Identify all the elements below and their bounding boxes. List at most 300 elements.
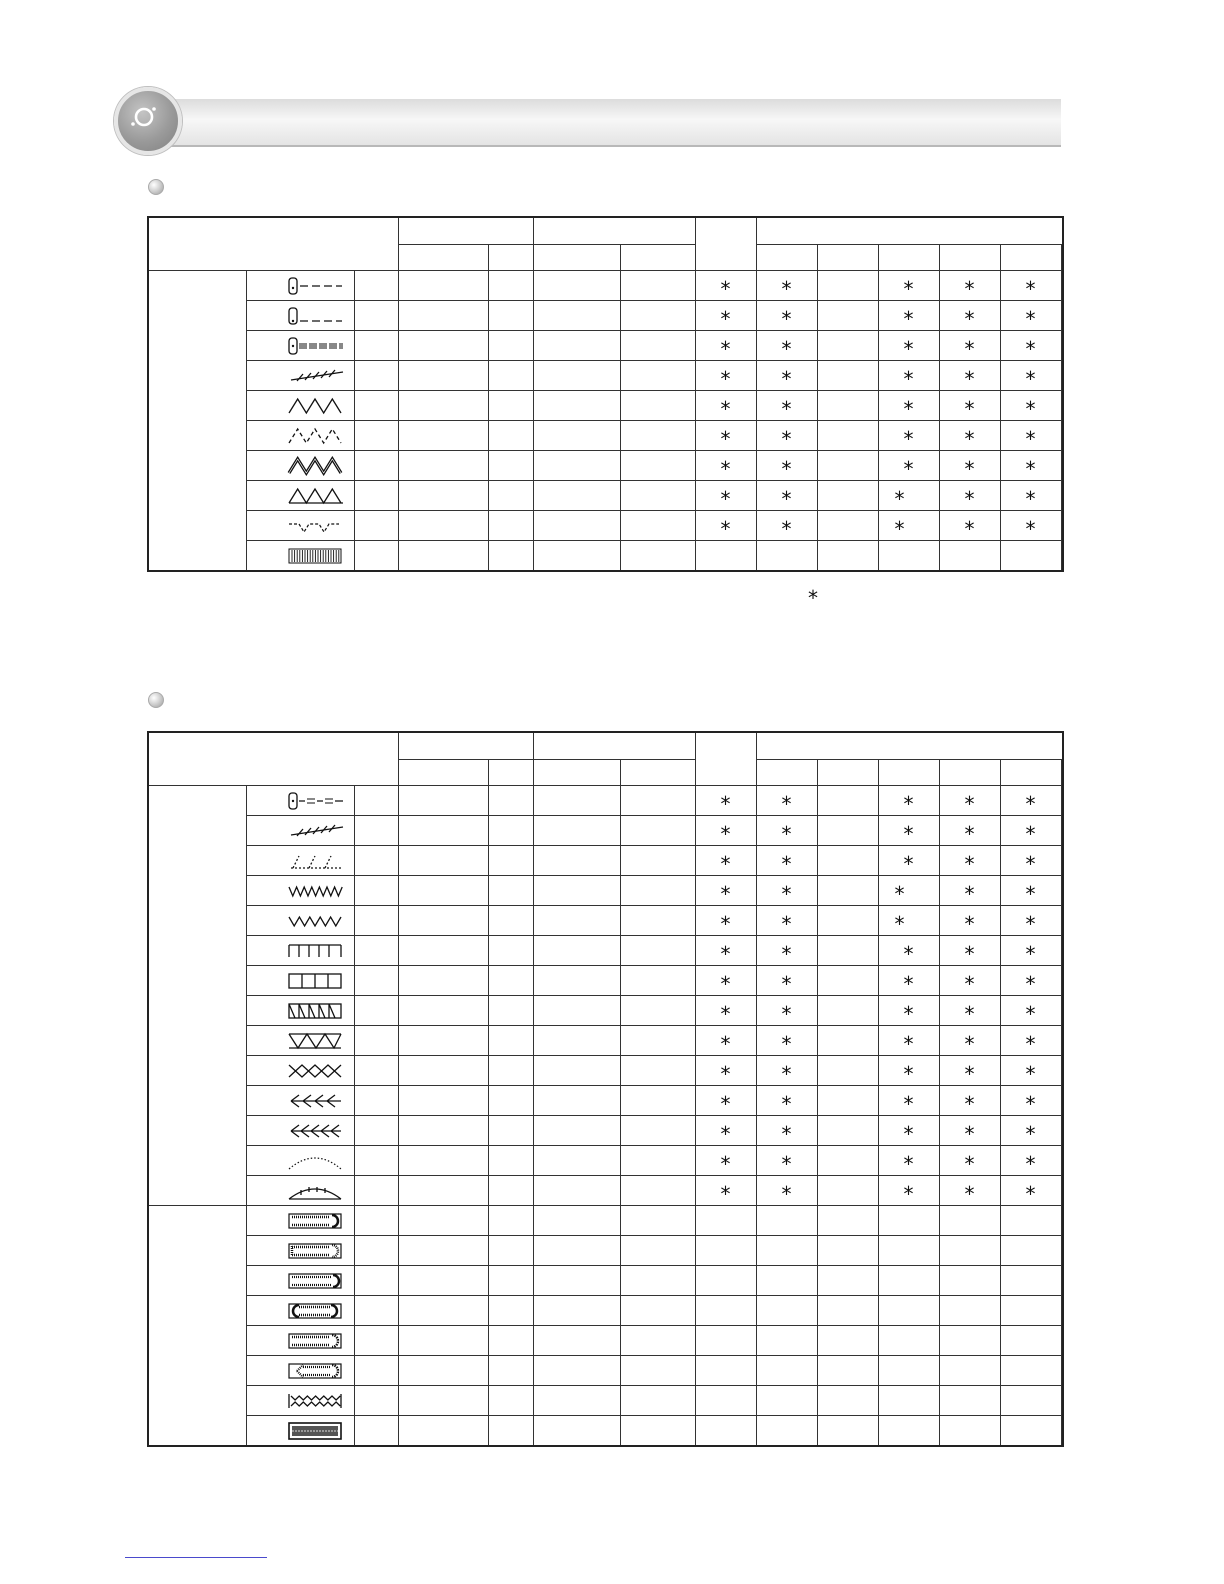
value-cell (695, 1176, 756, 1206)
value-cell (354, 1326, 398, 1356)
value-cell (878, 876, 939, 906)
value-cell (695, 996, 756, 1026)
table-row (148, 906, 1063, 936)
cell-value: * (894, 516, 905, 541)
value-cell (533, 1086, 620, 1116)
cell-value: * (781, 1061, 792, 1086)
value-cell (533, 1116, 620, 1146)
value-cell (1000, 1266, 1061, 1296)
stitch-pattern-cell (246, 1416, 354, 1447)
cell-value: * (964, 1181, 975, 1206)
cell-value: * (964, 881, 975, 906)
value-cell (354, 1086, 398, 1116)
header-group (398, 217, 533, 245)
group-label (148, 786, 246, 1206)
cell-value: * (964, 456, 975, 481)
value-cell (756, 876, 817, 906)
value-cell (620, 511, 695, 541)
value-cell (533, 1356, 620, 1386)
stitch-pattern-cell (246, 361, 354, 391)
value-cell (756, 511, 817, 541)
value-cell (1000, 1236, 1061, 1266)
cell-value: * (781, 396, 792, 421)
value-cell (878, 1386, 939, 1416)
cell-value: * (781, 486, 792, 511)
value-cell (398, 541, 488, 572)
value-cell (939, 906, 1000, 936)
table-row (148, 1326, 1063, 1356)
value-cell (398, 1176, 488, 1206)
value-cell (817, 271, 878, 301)
cell-value: * (903, 396, 914, 421)
value-cell (533, 1056, 620, 1086)
table-row (148, 451, 1063, 481)
triangle-stitch-icon (247, 1031, 354, 1051)
value-cell (939, 1056, 1000, 1086)
stitch-pattern-cell (246, 271, 354, 301)
value-cell (756, 1326, 817, 1356)
value-cell (354, 481, 398, 511)
table-row (148, 876, 1063, 906)
value-cell (620, 1356, 695, 1386)
header-group (756, 732, 1063, 760)
value-cell (756, 1026, 817, 1056)
value-cell (817, 301, 878, 331)
value-cell (756, 786, 817, 816)
cell-value: * (903, 1121, 914, 1146)
slanted-stitch-icon (247, 851, 354, 871)
value-cell (1000, 511, 1061, 541)
cell-value: * (781, 851, 792, 876)
table-row (148, 1116, 1063, 1146)
value-cell (398, 361, 488, 391)
value-cell (695, 1116, 756, 1146)
value-cell (817, 1146, 878, 1176)
value-cell (488, 1266, 533, 1296)
cell-value: * (1025, 851, 1036, 876)
header-sub (1061, 245, 1063, 271)
cell-value: * (903, 941, 914, 966)
section-header-banner (162, 99, 1061, 147)
header-group (756, 217, 1063, 245)
value-cell (354, 331, 398, 361)
value-cell (695, 1206, 756, 1236)
value-cell (488, 451, 533, 481)
value-cell (354, 906, 398, 936)
value-cell (398, 1206, 488, 1236)
table-row (148, 1056, 1063, 1086)
table-row (148, 1086, 1063, 1116)
value-cell (939, 846, 1000, 876)
stitch-pattern-cell (246, 1356, 354, 1386)
value-cell (695, 876, 756, 906)
table-row (148, 996, 1063, 1026)
value-cell (817, 1236, 878, 1266)
value-cell (354, 1056, 398, 1086)
value-cell (1000, 1086, 1061, 1116)
value-cell (354, 541, 398, 572)
cell-value: * (720, 516, 731, 541)
cell-value: * (720, 791, 731, 816)
value-cell (533, 1266, 620, 1296)
value-cell (398, 966, 488, 996)
cell-value: * (903, 1001, 914, 1026)
value-cell (488, 966, 533, 996)
stitch-pattern-cell (246, 331, 354, 361)
value-cell (398, 301, 488, 331)
stitch-pattern-cell (246, 1236, 354, 1266)
value-cell (939, 1356, 1000, 1386)
value-cell (533, 876, 620, 906)
cell-value: * (1025, 1031, 1036, 1056)
cell-value: * (964, 336, 975, 361)
stitch-settings-table-1 (147, 216, 1064, 572)
cell-value: * (1025, 366, 1036, 391)
value-cell (695, 271, 756, 301)
value-cell (533, 391, 620, 421)
stitch-pattern-cell (246, 906, 354, 936)
value-cell (354, 1416, 398, 1447)
value-cell (620, 1296, 695, 1326)
cell-value: * (894, 486, 905, 511)
value-cell (354, 1206, 398, 1236)
value-cell (533, 481, 620, 511)
value-cell (620, 451, 695, 481)
value-cell (398, 451, 488, 481)
header-sub (939, 760, 1000, 786)
value-cell (533, 541, 620, 572)
cell-value: * (1025, 276, 1036, 301)
value-cell (756, 1176, 817, 1206)
value-cell (354, 1236, 398, 1266)
value-cell (354, 421, 398, 451)
value-cell (817, 331, 878, 361)
value-cell (533, 996, 620, 1026)
value-cell (756, 1266, 817, 1296)
header-pattern (148, 732, 398, 786)
value-cell (817, 1206, 878, 1236)
straight-stitch-center-icon (247, 306, 354, 326)
stitch-pattern-cell (246, 1056, 354, 1086)
value-cell (817, 1326, 878, 1356)
value-cell (488, 1026, 533, 1056)
value-cell (398, 331, 488, 361)
cell-value: * (1025, 911, 1036, 936)
stitch-pattern-cell (246, 391, 354, 421)
buttonhole-both-round-icon (247, 1301, 354, 1321)
straight-stitch-left-icon (247, 276, 354, 296)
value-cell (620, 1176, 695, 1206)
value-cell (756, 816, 817, 846)
value-cell (817, 1056, 878, 1086)
table-row (148, 786, 1063, 816)
value-cell (354, 1176, 398, 1206)
stitch-pattern-cell (246, 1206, 354, 1236)
header-pattern (148, 217, 398, 271)
value-cell (695, 1416, 756, 1447)
value-cell (354, 996, 398, 1026)
value-cell (817, 421, 878, 451)
cell-value: * (720, 396, 731, 421)
value-cell (533, 361, 620, 391)
value-cell (1000, 816, 1061, 846)
table-row (148, 846, 1063, 876)
value-cell (817, 786, 878, 816)
value-cell (695, 331, 756, 361)
cell-value: * (781, 881, 792, 906)
cell-value: * (894, 881, 905, 906)
value-cell (756, 421, 817, 451)
value-cell (1000, 481, 1061, 511)
value-cell (1000, 966, 1061, 996)
cell-value: * (781, 456, 792, 481)
cell-value: * (964, 1001, 975, 1026)
value-cell (695, 421, 756, 451)
value-cell (354, 816, 398, 846)
value-cell (878, 1086, 939, 1116)
value-cell (398, 271, 488, 301)
value-cell (620, 1416, 695, 1447)
value-cell (1000, 391, 1061, 421)
cell-value: * (781, 366, 792, 391)
header-sub (1061, 760, 1063, 786)
value-cell (398, 936, 488, 966)
value-cell (817, 816, 878, 846)
value-cell (939, 1026, 1000, 1056)
cell-value: * (964, 911, 975, 936)
header-sub (488, 760, 533, 786)
cell-value: * (1025, 1061, 1036, 1086)
value-cell (533, 1146, 620, 1176)
value-cell (695, 1086, 756, 1116)
cell-value: * (1025, 336, 1036, 361)
value-cell (939, 1116, 1000, 1146)
value-cell (488, 391, 533, 421)
value-cell (1000, 1026, 1061, 1056)
stitch-pattern-cell (246, 421, 354, 451)
feather-stitch-icon (247, 1091, 354, 1111)
cell-value: * (894, 911, 905, 936)
value-cell (939, 816, 1000, 846)
value-cell (939, 1416, 1000, 1447)
cell-value: * (781, 971, 792, 996)
value-cell (878, 421, 939, 451)
header-sub (756, 245, 817, 271)
cell-value: * (903, 1061, 914, 1086)
value-cell (354, 936, 398, 966)
value-cell (620, 876, 695, 906)
cell-value: * (964, 941, 975, 966)
value-cell (878, 996, 939, 1026)
cell-value: * (781, 1121, 792, 1146)
value-cell (488, 511, 533, 541)
value-cell (620, 936, 695, 966)
value-cell (1000, 1296, 1061, 1326)
value-cell (398, 996, 488, 1026)
cell-value: * (964, 426, 975, 451)
cell-value: * (781, 1091, 792, 1116)
scallop-blanket-stitch-icon (247, 1181, 354, 1201)
value-cell (817, 451, 878, 481)
group-label (148, 271, 246, 572)
cell-value: * (1025, 516, 1036, 541)
header-group (695, 732, 756, 786)
table-row (148, 936, 1063, 966)
cell-value: * (720, 881, 731, 906)
header-sub (817, 760, 878, 786)
cell-value: * (903, 306, 914, 331)
value-cell (1000, 1146, 1061, 1176)
value-cell (533, 1386, 620, 1416)
value-cell (756, 391, 817, 421)
value-cell (695, 391, 756, 421)
buttonhole-round-end-icon (247, 1211, 354, 1231)
value-cell (817, 846, 878, 876)
group-label (148, 1206, 246, 1447)
value-cell (878, 1206, 939, 1236)
value-cell (488, 1296, 533, 1326)
cell-value: * (1025, 456, 1036, 481)
header-sub (533, 245, 620, 271)
stem-stitch-icon (247, 366, 354, 386)
value-cell (878, 846, 939, 876)
table-row (148, 511, 1063, 541)
cell-value: * (964, 791, 975, 816)
header-sub (398, 245, 488, 271)
value-cell (488, 1056, 533, 1086)
value-cell (1000, 451, 1061, 481)
value-cell (488, 876, 533, 906)
value-cell (817, 996, 878, 1026)
value-cell (1000, 876, 1061, 906)
stitch-pattern-cell (246, 846, 354, 876)
value-cell (533, 1236, 620, 1266)
table-row (148, 421, 1063, 451)
stitch-pattern-cell (246, 1146, 354, 1176)
value-cell (620, 1026, 695, 1056)
value-cell (398, 1086, 488, 1116)
value-cell (695, 906, 756, 936)
value-cell (533, 421, 620, 451)
value-cell (695, 301, 756, 331)
header-sub (1000, 760, 1061, 786)
value-cell (488, 1356, 533, 1386)
value-cell (398, 1146, 488, 1176)
stitch-pattern-cell (246, 541, 354, 572)
value-cell (817, 481, 878, 511)
header-sub (878, 245, 939, 271)
value-cell (354, 391, 398, 421)
table-row (148, 1386, 1063, 1416)
value-cell (817, 1296, 878, 1326)
value-cell (1000, 1056, 1061, 1086)
table-row (148, 1146, 1063, 1176)
value-cell (488, 1326, 533, 1356)
cell-value: * (1025, 821, 1036, 846)
value-cell (939, 1146, 1000, 1176)
cell-value: * (1025, 1091, 1036, 1116)
value-cell (398, 1266, 488, 1296)
zigzag-stitch-icon (247, 396, 354, 416)
value-cell (354, 1386, 398, 1416)
value-cell (354, 451, 398, 481)
value-cell (533, 936, 620, 966)
header-sub (398, 760, 488, 786)
value-cell (756, 541, 817, 572)
value-cell (878, 1056, 939, 1086)
value-cell (488, 271, 533, 301)
value-cell (878, 1176, 939, 1206)
value-cell (1000, 906, 1061, 936)
value-cell (620, 1056, 695, 1086)
value-cell (398, 1416, 488, 1447)
value-cell (878, 786, 939, 816)
cell-value: * (964, 486, 975, 511)
value-cell (878, 271, 939, 301)
header-sub (817, 245, 878, 271)
value-cell (1000, 1176, 1061, 1206)
cell-value: * (781, 821, 792, 846)
value-cell (939, 271, 1000, 301)
cell-value: * (903, 791, 914, 816)
value-cell (488, 541, 533, 572)
value-cell (398, 816, 488, 846)
value-cell (817, 1416, 878, 1447)
value-cell (488, 846, 533, 876)
cell-value: * (903, 276, 914, 301)
value-cell (533, 1296, 620, 1326)
value-cell (878, 301, 939, 331)
footnote-star: * (808, 586, 818, 610)
value-cell (817, 1086, 878, 1116)
stitch-pattern-cell (246, 786, 354, 816)
value-cell (398, 481, 488, 511)
value-cell (695, 451, 756, 481)
stitch-pattern-cell (246, 876, 354, 906)
table-row (148, 271, 1063, 301)
value-cell (756, 481, 817, 511)
stitch-pattern-cell (246, 301, 354, 331)
cell-value: * (964, 821, 975, 846)
cell-value: * (720, 1181, 731, 1206)
cell-value: * (1025, 486, 1036, 511)
value-cell (398, 786, 488, 816)
value-cell (488, 936, 533, 966)
multi-zigzag-icon (247, 911, 354, 931)
value-cell (756, 1206, 817, 1236)
value-cell (695, 541, 756, 572)
cell-value: * (964, 396, 975, 421)
stitch-pattern-cell (246, 816, 354, 846)
cell-value: * (720, 486, 731, 511)
value-cell (878, 1116, 939, 1146)
value-cell (533, 786, 620, 816)
cell-value: * (720, 1151, 731, 1176)
value-cell (756, 301, 817, 331)
cell-value: * (1025, 941, 1036, 966)
value-cell (354, 1266, 398, 1296)
header-group (695, 217, 756, 271)
value-cell (620, 996, 695, 1026)
value-cell (939, 541, 1000, 572)
value-cell (488, 1176, 533, 1206)
value-cell (878, 361, 939, 391)
cell-value: * (964, 1091, 975, 1116)
cell-value: * (964, 516, 975, 541)
ladder-stitch-icon (247, 971, 354, 991)
value-cell (398, 876, 488, 906)
cell-value: * (720, 1061, 731, 1086)
